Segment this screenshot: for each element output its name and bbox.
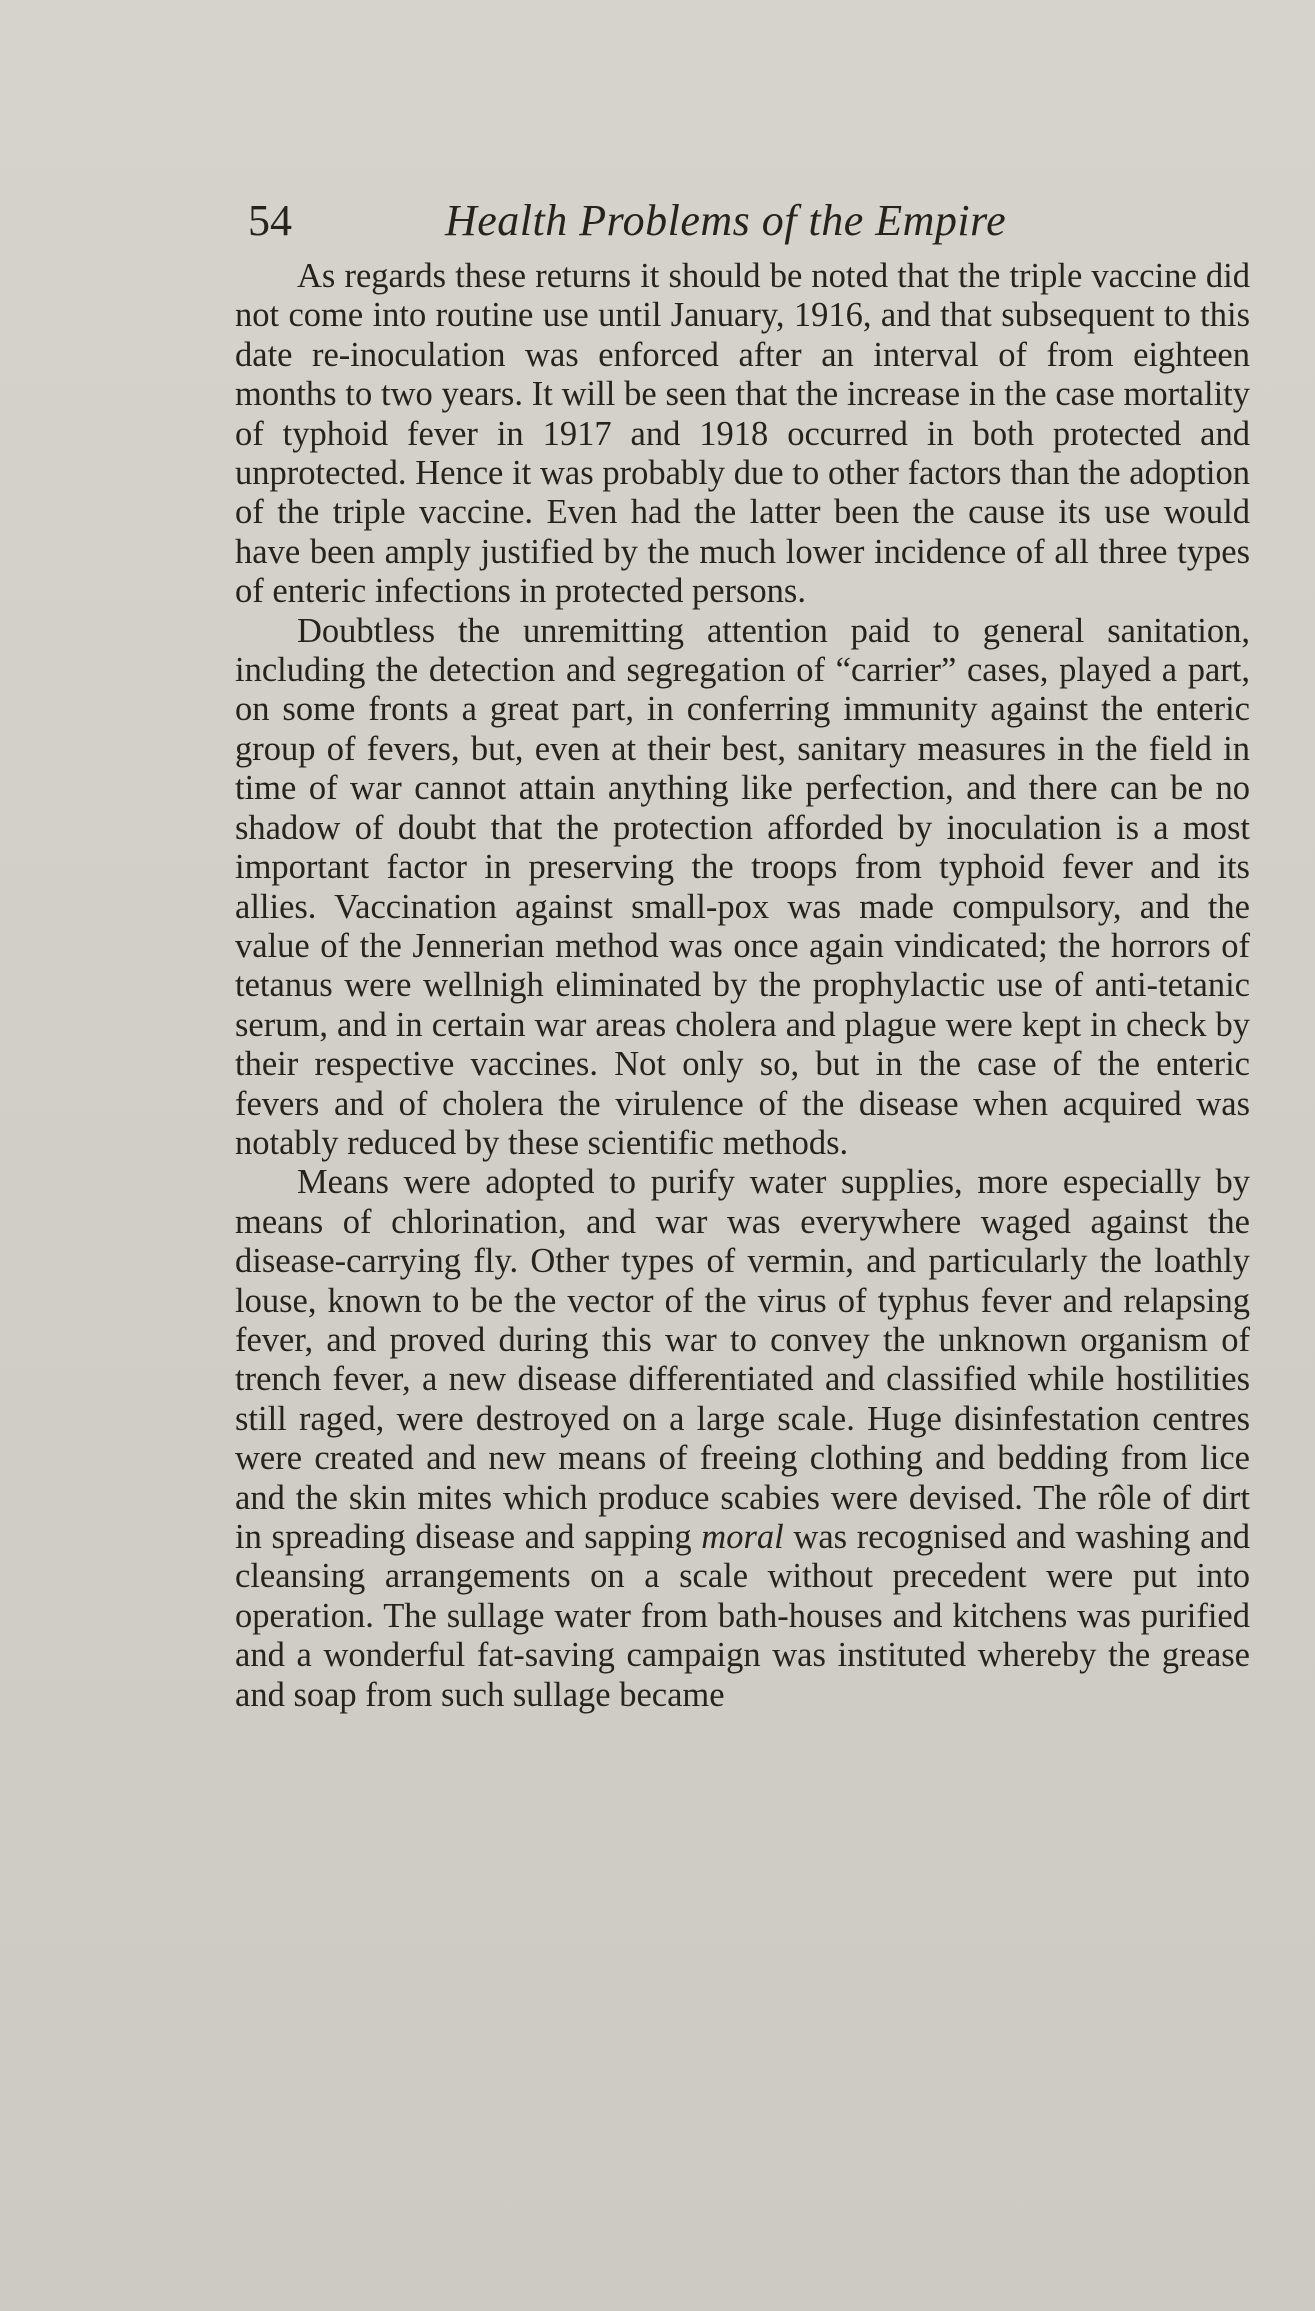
paragraph-sanitation: Doubtless the unremitting attention paid to general sanitation, including the detection and segregation of “carrier” cases, played a part, on some fronts a great part, in conferring immunity against the enteric group of fevers, but, even at their best, sanitary measures in the field in time of war cannot attain anything like perfection, and there can be no shadow of doubt that the protection afforded by inoculation is a most important factor in preserving the troops from typhoid fever and its allies. Vaccination against small-pox was made compulsory, and the value of the Jennerian method was once again vindicated; the horrors of tetanus were wellnigh eliminated by the prophylactic use of anti-tetanic serum, and in certain war areas cholera and plague were kept in check by their respective vaccines. Not only so, but in the case of the enteric fevers and of cholera the virulence of the disease when acquired was notably reduced by these scientific methods. [235,611,1250,1162]
paragraph-text-part: was recognised and washing and cleansing arrangements on a scale without precedent were put into operation. The sullage water from bath-houses and kitchens was purified and a wonderful fat-saving campaign was instituted whereby the grease and soap from such sullage became [235,1518,1250,1714]
body-text [235,257,1250,1715]
paragraph-water-supplies [235,1163,1250,1715]
italic-word: moral [701,1518,784,1556]
paragraph-text-part: Means were adopted to purify water supplies, more especially by means of chlorination, and war was everywhere waged against the disease-carrying fly. Other types of vermin, and particularly the loathly louse, known to be the vector of the virus of typhus fever and relapsing fever, and proved during this war to convey the unknown organism of trench fever, a new disease differentiated and classified while hostilities still raged, were destroyed on a large scale. Huge disinfestation centres were created and new means of freeing clothing and bedding from lice and the skin mites which produce scabies were devised. The rôle of dirt in spreading disease and sapping [235,1163,1250,1556]
running-title: Health Problems of the Empire [445,196,1007,245]
page-number: 54 [248,196,292,245]
paragraph-returns: As regards these returns it should be noted that the triple vaccine did not come into routine use until January, 1916, and that subsequent to this date re-inoculation was enforced after an interval of from eighteen months to two years. It will be seen that the increase in the case mortality of typhoid fever in 1917 and 1918 occurred in both protected and unprotected. Hence it was probably due to other factors than the adoption of the triple vaccine. Even had the latter been the cause its use would have been amply justified by the much lower incidence of all three types of enteric infections in protected persons. [235,257,1250,611]
page-header [235,185,1250,255]
book-page [235,185,1250,1715]
